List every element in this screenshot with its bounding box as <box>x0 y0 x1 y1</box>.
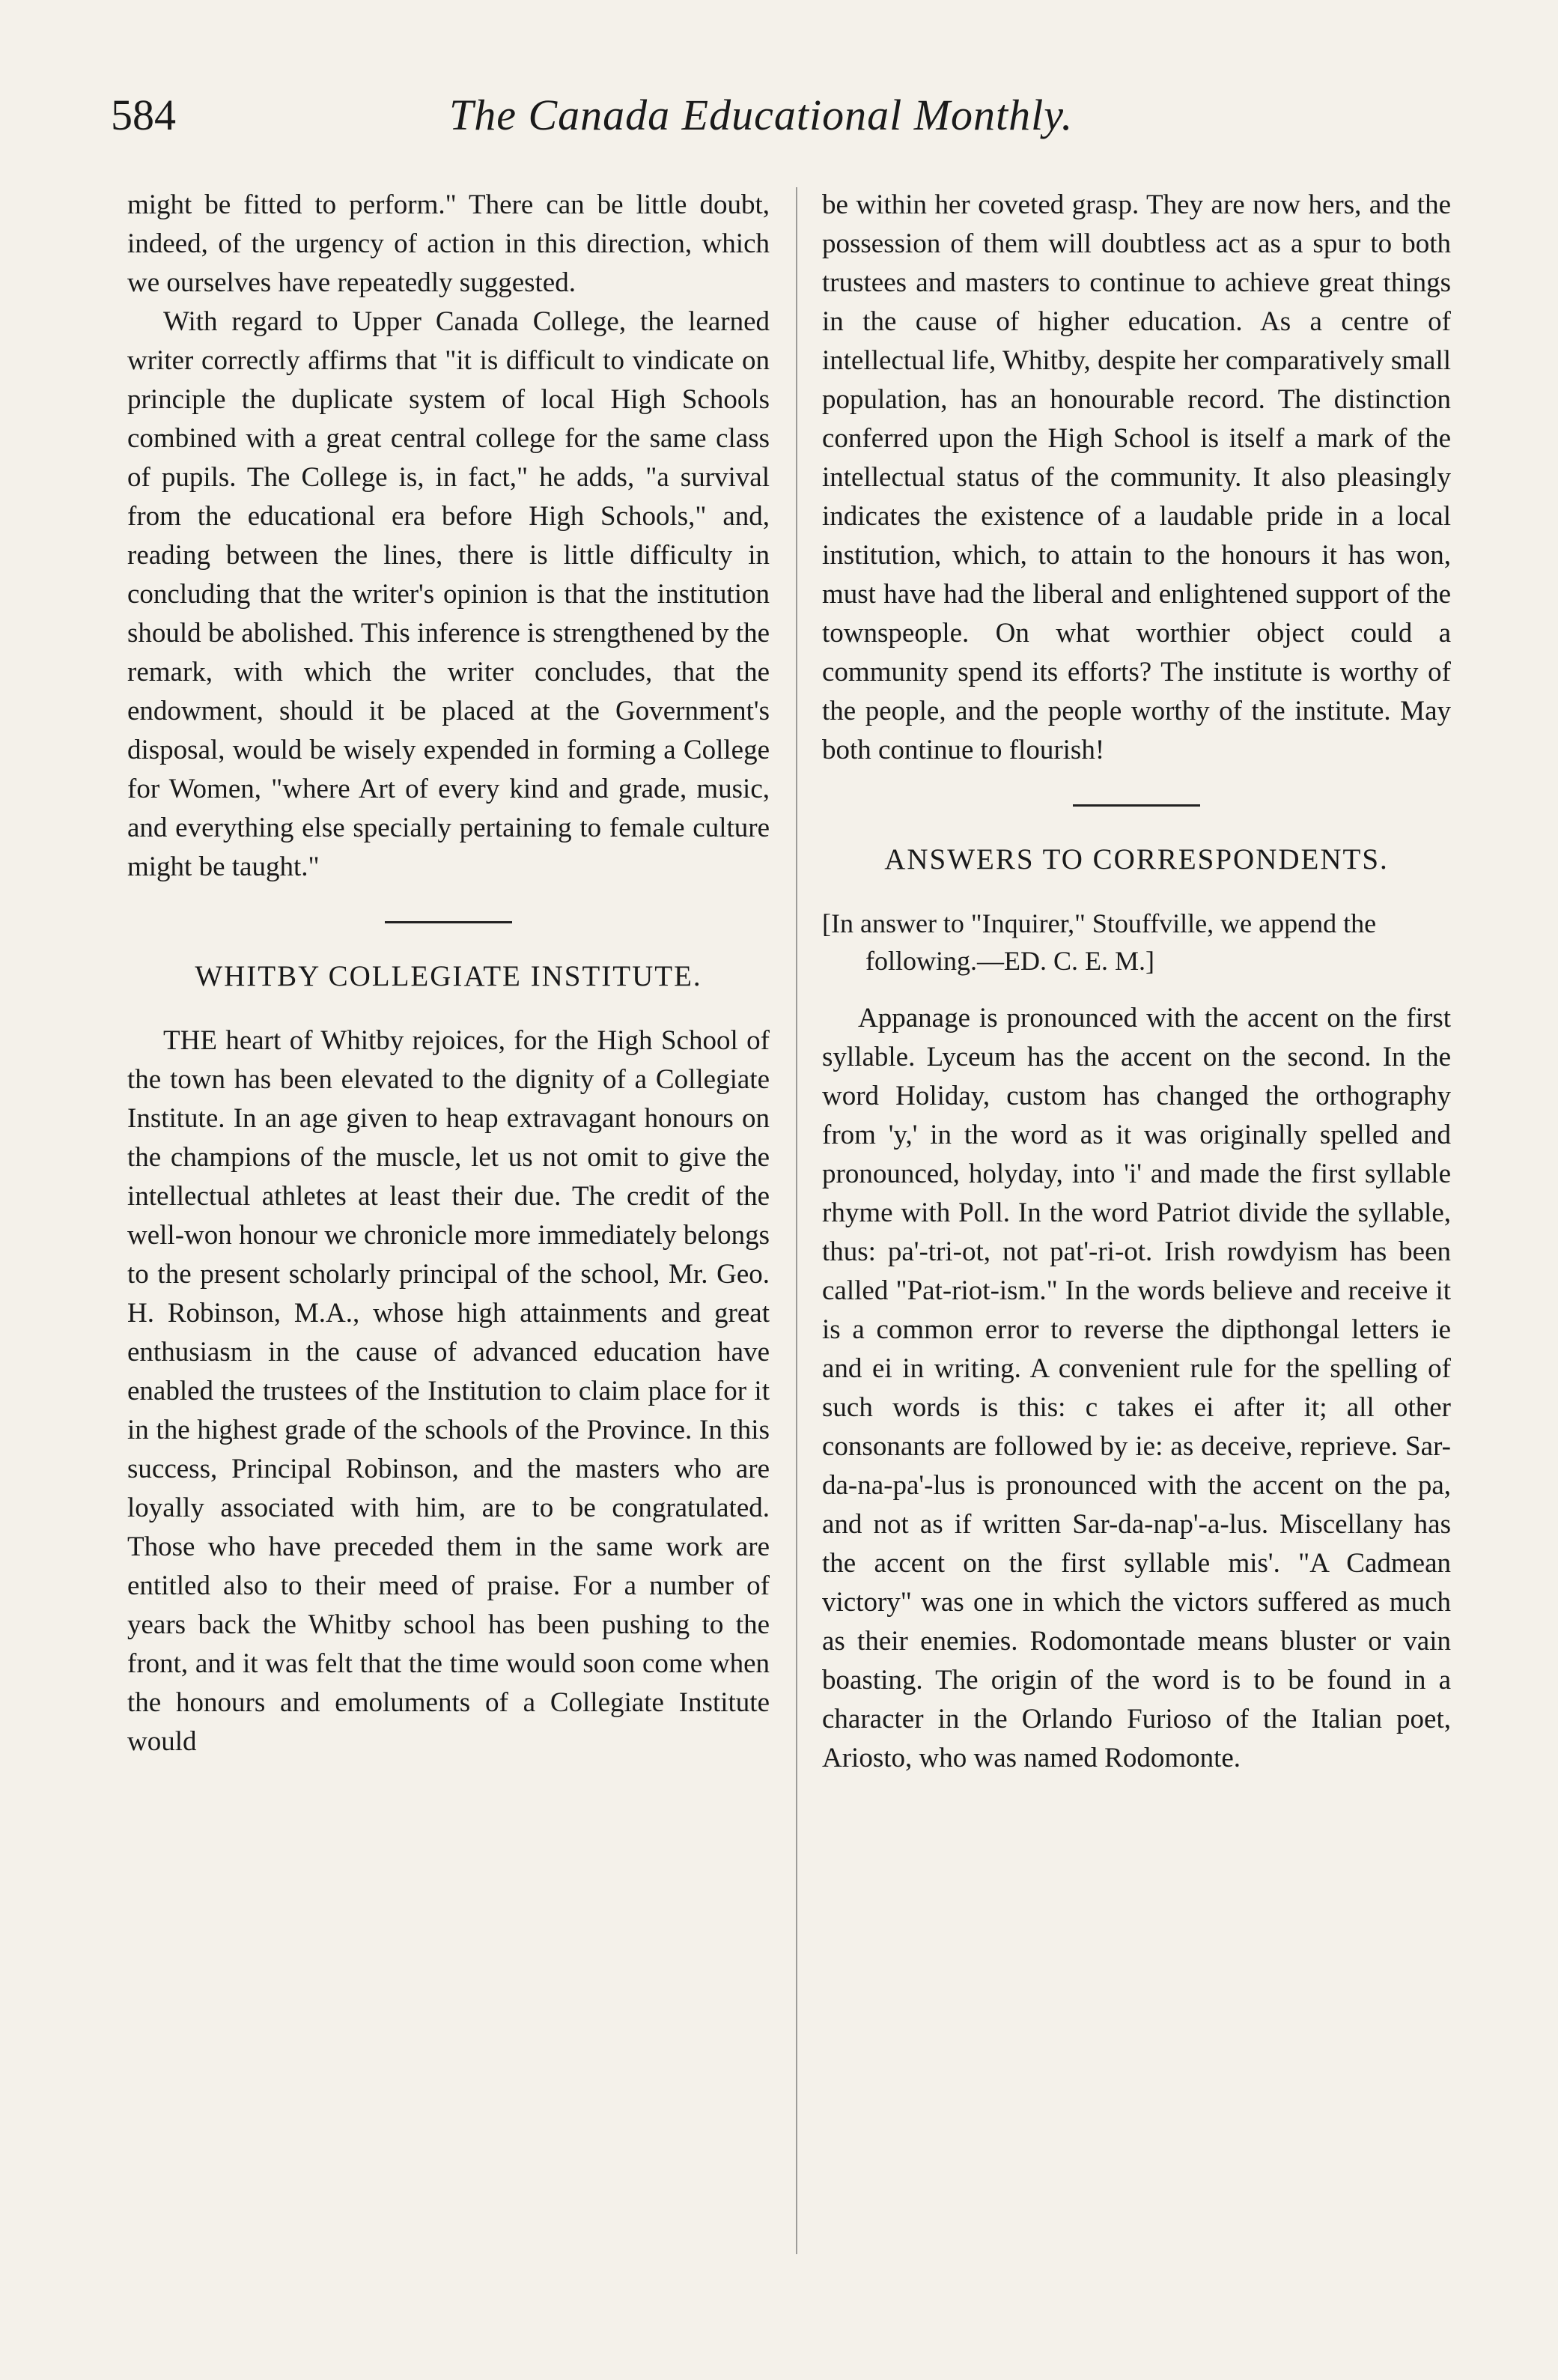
right-paragraph-1: be within her coveted grasp. They are now hers, and the possession of them will doubtless act as a spur to both trustees and masters to continue to achieve great things in the cause of higher education. As a centre of intellectual life, Whitby, despite her comparatively small population, has an honourable record. The distinction conferred upon the High School is itself a mark of the intellectual status of the community. It also pleasingly indicates the existence of a laudable pride in a local institution, which, to attain to the honours it has won, must have had the liberal and enlightened support of the townspeople. On what worthier object could a community spend its efforts? The institute is worthy of the people, and the people worthy of the institute. May both continue to flourish! <box>822 189 1451 765</box>
section-divider <box>1073 804 1200 807</box>
page-header <box>0 90 1558 157</box>
running-title: The Canada Educational Monthly. <box>449 91 1074 139</box>
left-paragraph-1: might be fitted to perform." There can be little doubt, indeed, of the urgency of action in this direction, which we ourselves have repeatedly suggested. <box>127 189 770 298</box>
column-rule <box>796 187 797 2254</box>
left-paragraph-3: THE heart of Whitby rejoices, for the High School of the town has been elevated to the dignity of a Collegiate Institute. In an age given to heap extravagant honours on the champions of the muscle, let us not omit to give the intellectual athletes at least their due. The credit of the well-won honour we chronicle more immediately belongs to the present scholarly principal of the school, Mr. Geo. H. Robinson, M.A., whose high attainments and great enthusiasm in the cause of advanced education have enabled the trustees of the Institution to claim place for it in the highest grade of the schools of the Province. In this success, Principal Robinson, and the masters who are loyally associated with him, are to be congratulated. Those who have preceded them in the same work are entitled also to their meed of praise. For a number of years back the Whitby school has been pushing to the front, and it was felt that the time would soon come when the honours and emoluments of a Collegiate Institute would <box>127 1025 770 1757</box>
editor-note: [In answer to "Inquirer," Stouffville, we append the following.—ED. C. E. M.] <box>822 908 1377 976</box>
right-column <box>822 186 1451 1778</box>
page-number: 584 <box>111 91 176 139</box>
section-heading-answers: ANSWERS TO CORRESPONDENTS. <box>884 843 1389 875</box>
left-column <box>127 186 770 1761</box>
section-divider <box>385 921 512 923</box>
section-heading-whitby: WHITBY COLLEGIATE INSTITUTE. <box>195 960 702 992</box>
left-paragraph-2: With regard to Upper Canada College, the learned writer correctly affirms that "it is difficult to vindicate on principle the duplicate system of local High Schools combined with a great central college for the same class of pupils. The College is, in fact," he adds, "a survival from the educational era before High Schools," and, reading between the lines, there is little difficulty in concluding that the writer's opinion is that the institution should be abolished. This inference is strengthened by the remark, with which the writer concludes, that the endowment, should it be placed at the Government's disposal, would be wisely expended in forming a College for Women, "where Art of every kind and grade, music, and everything else specially pertaining to female culture might be taught." <box>127 306 770 882</box>
right-paragraph-2: Appanage is pronounced with the accent on the first syllable. Lyceum has the accent on the second. In the word Holiday, custom has changed the orthography from 'y,' in the word as it was originally spelled and pronounced, holyday, into 'i' and made the first syllable rhyme with Poll. In the word Patriot divide the syllable, thus: pa'-tri-ot, not pat'-ri-ot. Irish rowdyism has been called "Pat-riot-ism." In the words believe and receive it is a common error to reverse the dipthongal letters ie and ei in writing. A convenient rule for the spelling of such words is this: c takes ei after it; all other consonants are followed by ie: as deceive, reprieve. Sar-da-na-pa'-lus is pronounced with the accent on the pa, and not as if written Sar-da-nap'-a-lus. Miscellany has the accent on the first syllable mis'. "A Cadmean victory" was one in which the victors suffered as much as their enemies. Rodomontade means bluster or vain boasting. The origin of the word is to be found in a character in the Orlando Furioso of the Italian poet, Ariosto, who was named Rodomonte. <box>822 1003 1451 1773</box>
